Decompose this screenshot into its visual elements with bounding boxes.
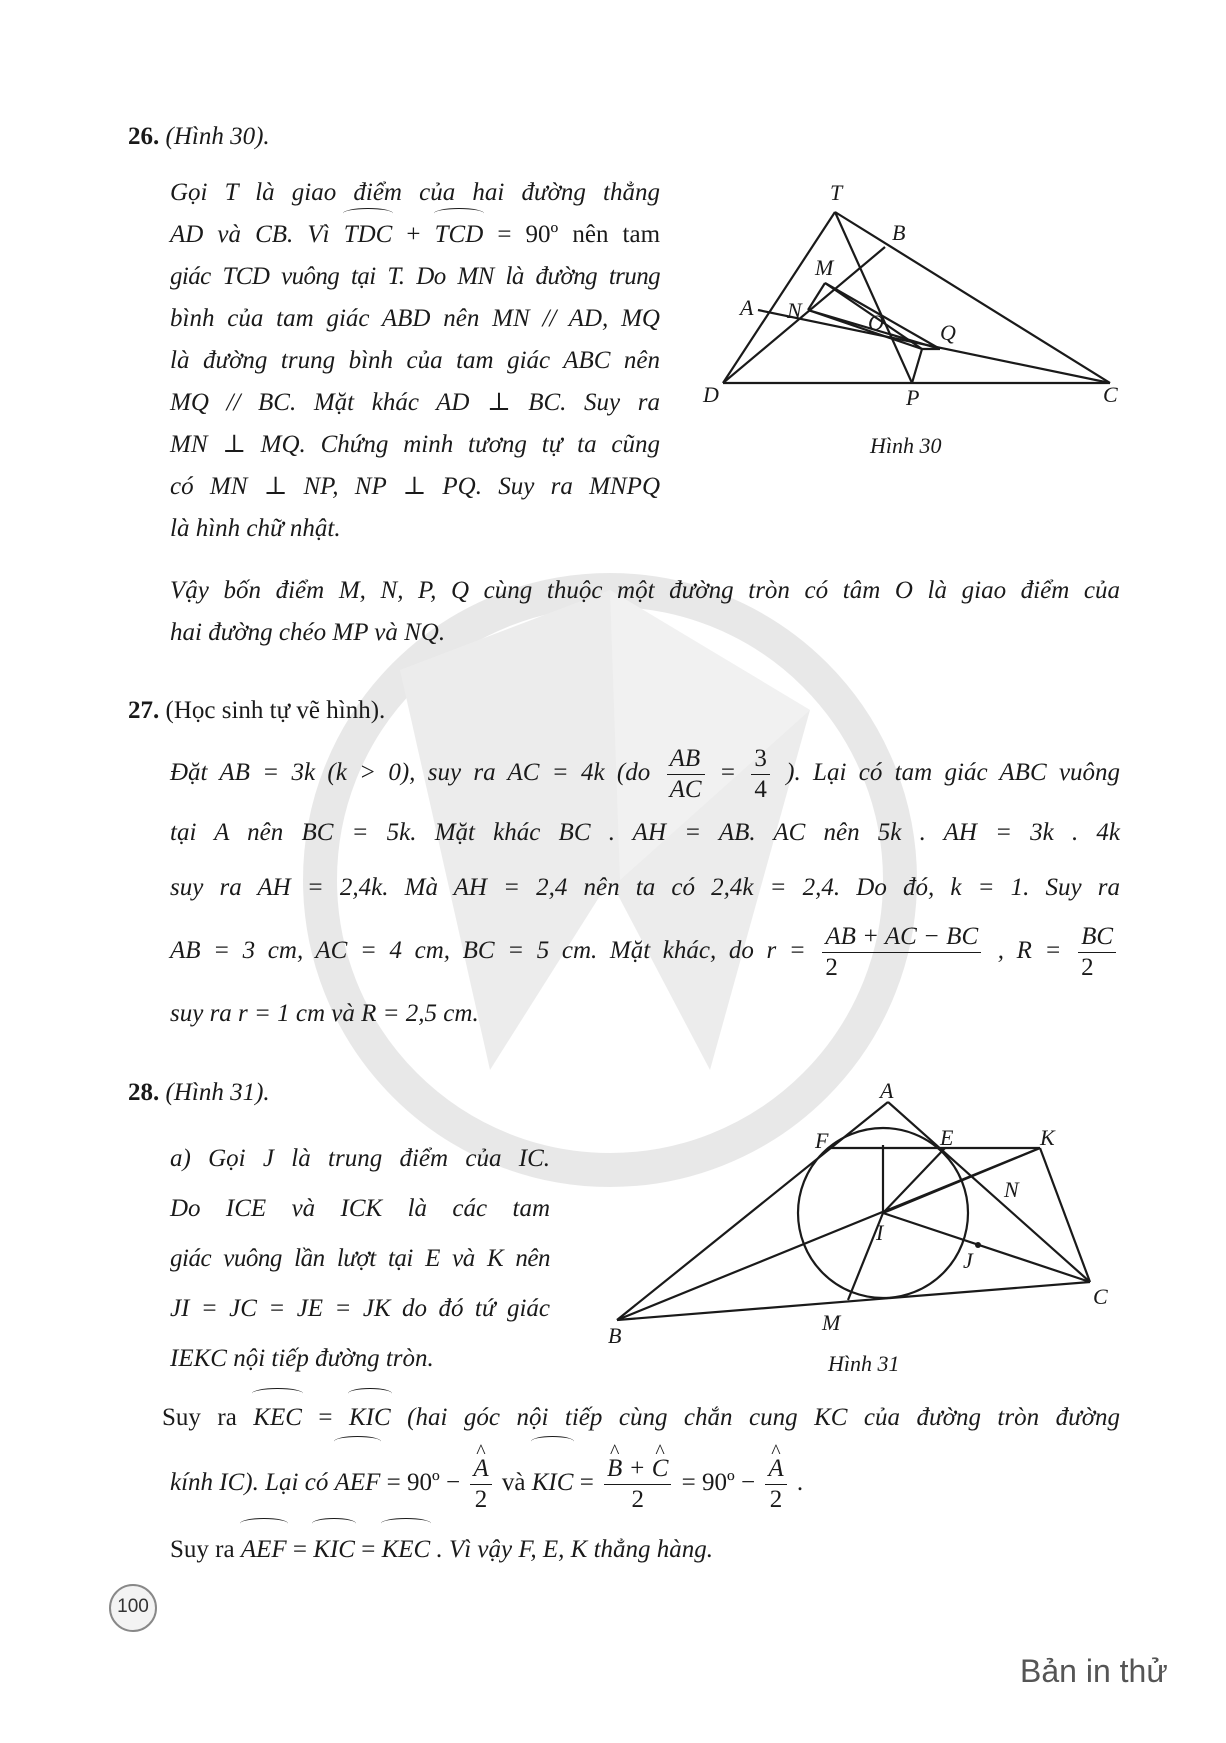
p28-line-4: JI = JC = JE = JK do đó tứ giác xyxy=(170,1295,550,1322)
angle-kec: KEC xyxy=(253,1394,302,1442)
fig30-label-p: P xyxy=(906,385,920,410)
angle-kec-2: KEC xyxy=(382,1524,431,1576)
fig31-label-c: C xyxy=(1093,1284,1108,1309)
p28-line-3: giác vuông lần lượt tại E và K nên xyxy=(170,1245,550,1272)
draft-label: Bản in thử xyxy=(1020,1653,1168,1689)
p26-line-1: Gọi T là giao điểm của hai đường thẳng xyxy=(170,179,660,206)
p27-line-5: suy ra r = 1 cm và R = 2,5 cm. xyxy=(170,1000,479,1027)
fraction-a-2-b: ^ $\frac{A}{2}$ xyxy=(765,1454,786,1515)
p26-line-10: Vậy bốn điểm M, N, P, Q cùng thuộc một đường tròn có tâm O là giao điểm của xyxy=(170,577,1120,604)
fraction-ab-ac: $\frac{AB}{AC}$ xyxy=(667,744,705,805)
angle-kic-3: KIC xyxy=(313,1524,355,1576)
angle-kic-2: KIC xyxy=(532,1442,574,1524)
problem-27-heading xyxy=(128,690,385,732)
problem-26-number: 26. xyxy=(128,123,160,150)
p28-line-5: IEKC nội tiếp đường tròn. xyxy=(170,1345,434,1372)
problem-28-text xyxy=(170,1134,550,1384)
page-number: 100 xyxy=(109,1584,157,1632)
p26-line-5: là đường trung bình của tam giác ABC nên xyxy=(170,347,660,374)
p28-line-7: kính IC). Lại có AEF = 90º − ^ $\frac{A}{2}$ và KIC = ^ $\frac{B + \^{} C}{2}$ = 90º − ^ $\frac{A}{2}$ . xyxy=(162,1442,1120,1524)
p28-line-8: Suy ra AEF = KIC = KEC . Vì vậy F, E, K thẳng hàng. xyxy=(162,1524,1120,1576)
fig31-label-b: B xyxy=(608,1323,622,1348)
figure-30 xyxy=(690,175,1130,465)
fig30-label-q: Q xyxy=(940,320,956,345)
fig31-label-i: I xyxy=(876,1220,884,1245)
fig30-label-m: M xyxy=(815,255,834,280)
problem-28-heading xyxy=(128,1072,270,1114)
fraction-b-plus-c: ^ $\frac{B + \^{} C}{2}$ xyxy=(604,1454,671,1515)
p28-line-2: Do ICE và ICK là các tam xyxy=(170,1195,550,1222)
problem-26-conclusion xyxy=(170,570,1120,654)
problem-27-number: 27. xyxy=(128,697,160,724)
p28-line-6: Suy ra KEC = KIC (hai góc nội tiếp cùng chắn cung KC của đường tròn đường xyxy=(162,1394,1120,1442)
problem-26-heading xyxy=(128,116,270,158)
fig31-label-n: N xyxy=(1004,1177,1019,1202)
fraction-bc-2: $\frac{BC}{2}$ xyxy=(1078,922,1116,983)
p26-line-2: AD và CB. Vì TDC + TCD = 90º nên tam xyxy=(170,214,660,256)
fig31-label-a: A xyxy=(880,1078,894,1103)
fig31-label-j: J xyxy=(963,1248,973,1273)
fig30-label-d: D xyxy=(703,382,719,407)
angle-kic: KIC xyxy=(349,1394,391,1442)
fig30-label-n: N xyxy=(787,298,802,323)
p26-line-11: hai đường chéo MP và NQ. xyxy=(170,619,446,646)
fig30-label-t: T xyxy=(830,180,843,205)
angle-aef-2: AEF xyxy=(241,1524,287,1576)
angle-aef: AEF xyxy=(335,1442,381,1524)
fig30-label-o: O xyxy=(868,310,884,335)
p27-line-4: AB = 3 cm, AC = 4 cm, BC = 5 cm. Mặt khác, do r = $\frac{AB + AC - BC}{2}$ , R = $\frac{BC}{2}$ xyxy=(170,916,1120,986)
p26-line-3: giác TCD vuông tại T. Do MN là đường trung xyxy=(170,263,660,290)
angle-tdc: TDC xyxy=(344,214,393,256)
problem-28-ref: (Hình 31). xyxy=(165,1079,270,1106)
p28-line-1: a) Gọi J là trung điểm của IC. xyxy=(170,1145,550,1172)
p26-line-8: có MN ⊥ NP, NP ⊥ PQ. Suy ra MNPQ xyxy=(170,473,660,500)
fraction-3-4: $\frac{3}{4}$ xyxy=(751,744,770,805)
problem-27-text xyxy=(170,740,1120,1042)
figure-31 xyxy=(600,1075,1120,1360)
angle-tcd: TCD xyxy=(435,214,484,256)
p27-line-1: Đặt AB = 3k (k > 0), suy ra AC = 4k (do $\frac{AB}{AC}$ = $\frac{3}{4}$ ). Lại có tam giác ABC vuông xyxy=(170,744,1121,803)
problem-26-text xyxy=(170,172,660,550)
problem-27-ref: (Học sinh tự vẽ hình). xyxy=(165,697,386,724)
fig31-label-e: E xyxy=(940,1125,954,1150)
fraction-r: $\frac{AB + AC - BC}{2}$ xyxy=(822,922,981,983)
fig30-label-b: B xyxy=(892,220,906,245)
fig31-label-f: F xyxy=(815,1128,829,1153)
p26-line-4: bình của tam giác ABD nên MN // AD, MQ xyxy=(170,305,660,332)
p27-line-3: suy ra AH = 2,4k. Mà AH = 2,4 nên ta có 2,4k = 2,4. Do đó, k = 1. Suy ra xyxy=(170,874,1120,901)
figure-31-caption: Hình 31 xyxy=(828,1351,900,1376)
figure-30-caption: Hình 30 xyxy=(870,433,942,458)
fig30-label-a: A xyxy=(740,295,754,320)
p26-line-7: MN ⊥ MQ. Chứng minh tương tự ta cũng xyxy=(170,431,660,458)
fig31-label-m: M xyxy=(822,1310,841,1335)
p26-line-6: MQ // BC. Mặt khác AD ⊥ BC. Suy ra xyxy=(170,389,660,416)
fig30-label-c: C xyxy=(1103,382,1118,407)
problem-28-conclusion xyxy=(162,1394,1120,1576)
p27-line-2: tại A nên BC = 5k. Mặt khác BC . AH = AB. AC nên 5k . AH = 3k . 4k xyxy=(170,819,1120,846)
fraction-a-2: ^ $\frac{A}{2}$ xyxy=(470,1454,491,1515)
problem-28-number: 28. xyxy=(128,1079,160,1106)
problem-26-ref: (Hình 30). xyxy=(165,123,270,150)
p26-line-9: là hình chữ nhật. xyxy=(170,515,341,542)
fig31-label-k: K xyxy=(1040,1125,1055,1150)
